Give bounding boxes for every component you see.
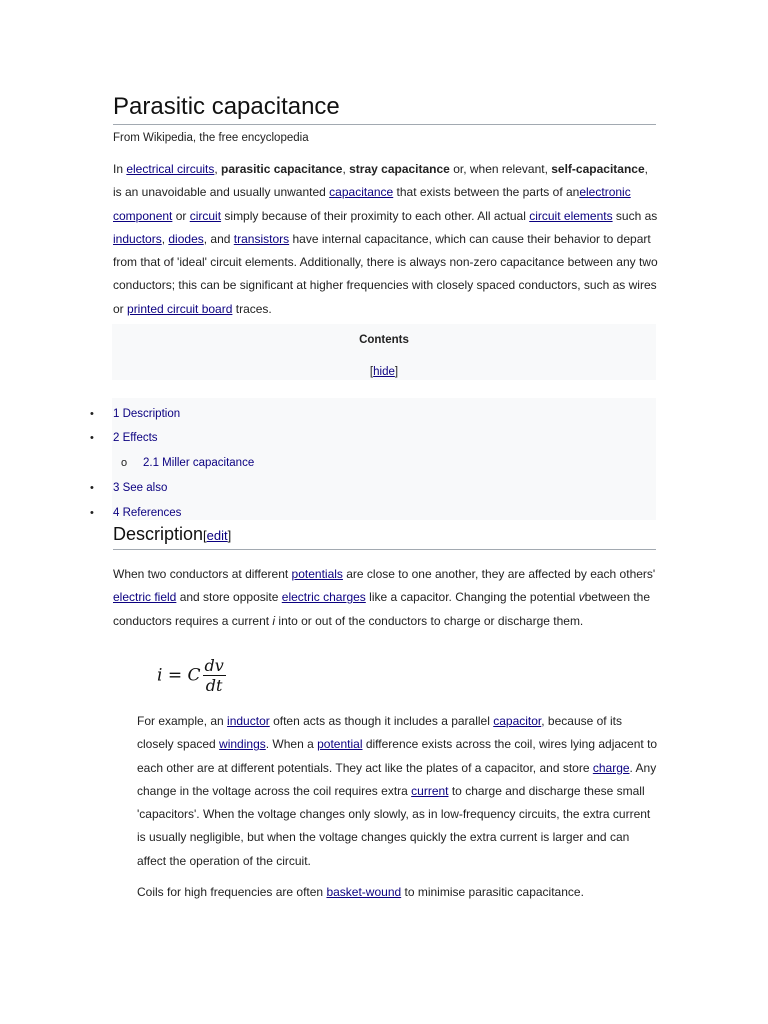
toc-header (112, 324, 656, 380)
link-inductors[interactable]: inductors (113, 231, 162, 246)
toc-subbullet: o (121, 457, 128, 469)
term-self-capacitance: self-capacitance (551, 162, 645, 176)
link-electronic-component[interactable]: electronic component (113, 185, 631, 223)
section-heading-description: Description[edit] (113, 521, 656, 550)
toc-bullet: • (90, 482, 94, 494)
link-electric-charges[interactable]: electric charges (281, 590, 366, 605)
toc-hide-control: [hide] (369, 366, 399, 378)
toc-item-miller-capacitance[interactable]: 2.1 Miller capacitance (143, 457, 255, 469)
description-paragraph-1: When two conductors at different potentials are close to one another, they are affected by each others' electric field and store opposite electric charges like a capacitor. Changing the potential vbetween the conductors requires a current i into or out of the conductors to charge or discharge them. (113, 567, 656, 628)
link-diodes[interactable]: diodes (168, 231, 204, 246)
formula-fraction: $\frac{dv}{dt}$ (204, 656, 224, 695)
edit-link[interactable]: edit (206, 528, 228, 543)
term-parasitic-capacitance: parasitic capacitance (221, 162, 343, 176)
description-paragraph-3: Coils for high frequencies are often basket-wound to minimise parasitic capacitance. (137, 885, 584, 899)
link-potentials[interactable]: potentials (291, 567, 343, 581)
link-electrical-circuits[interactable]: electrical circuits (126, 162, 215, 176)
link-circuit-elements[interactable]: circuit elements (529, 208, 613, 223)
link-windings[interactable]: windings (219, 737, 266, 752)
page-title: Parasitic capacitance (113, 92, 656, 125)
link-transistors[interactable]: transistors (233, 231, 290, 246)
intro-paragraph: In electrical circuits, parasitic capacitance, stray capacitance or, when relevant, self-capacitance, is an unavoidable and usually unwanted capacitance that exists between the parts of anelectronic component or circuit simply because of their proximity to each other. All actual circuit elements such as inductors, diodes, and transistors have internal capacitance, which can cause their behavior to depart from that of 'ideal' circuit elements. Additionally, there is always non-zero capacitance between any two conductors; this can be significant at higher frequencies with closely spaced conductors, such as wires or printed circuit board traces. (113, 162, 658, 316)
link-capacitor[interactable]: capacitor (493, 714, 542, 728)
link-electric-field[interactable]: electric field (113, 590, 177, 605)
toc-bullet: • (90, 432, 94, 444)
toc-hide-link[interactable]: hide (373, 366, 395, 378)
link-printed-circuit-board[interactable]: printed circuit board (127, 301, 233, 316)
term-stray-capacitance: stray capacitance (349, 162, 450, 176)
toc-title: Contents (359, 334, 409, 346)
toc-item-see-also[interactable]: 3 See also (113, 482, 168, 494)
capacitor-current-formula: i = C $\frac{dv}{dt}$ (157, 656, 224, 695)
site-tagline: From Wikipedia, the free encyclopedia (113, 132, 309, 144)
toc-item-effects[interactable]: 2 Effects (113, 432, 158, 444)
section-edit: [edit] (203, 528, 232, 543)
link-current[interactable]: current (411, 783, 449, 798)
description-paragraph-2: For example, an inductor often acts as though it includes a parallel capacitor, because of its closely spaced windings. When a potential difference exists across the coil, wires lying adjacent to each other are at different potentials. They act like the plates of a capacitor, and store charge. Any change in the voltage across the coil requires extra current to charge and discharge these small 'capacitors'. When the voltage changes only slowly, as in low-frequency circuits, the extra current is usually negligible, but when the voltage changes quickly the extra current is larger and can affect the operation of the circuit. (137, 714, 658, 868)
toc-bullet: • (90, 408, 94, 420)
toc-item-description[interactable]: 1 Description (113, 408, 181, 420)
link-potential[interactable]: potential (317, 737, 363, 752)
link-charge[interactable]: charge (592, 760, 630, 775)
toc-bullet: • (90, 507, 94, 519)
link-circuit[interactable]: circuit (189, 208, 222, 223)
link-inductor[interactable]: inductor (227, 714, 270, 728)
link-basket-wound[interactable]: basket-wound (326, 885, 402, 899)
toc-item-references[interactable]: 4 References (113, 507, 182, 519)
link-capacitance[interactable]: capacitance (329, 185, 394, 200)
